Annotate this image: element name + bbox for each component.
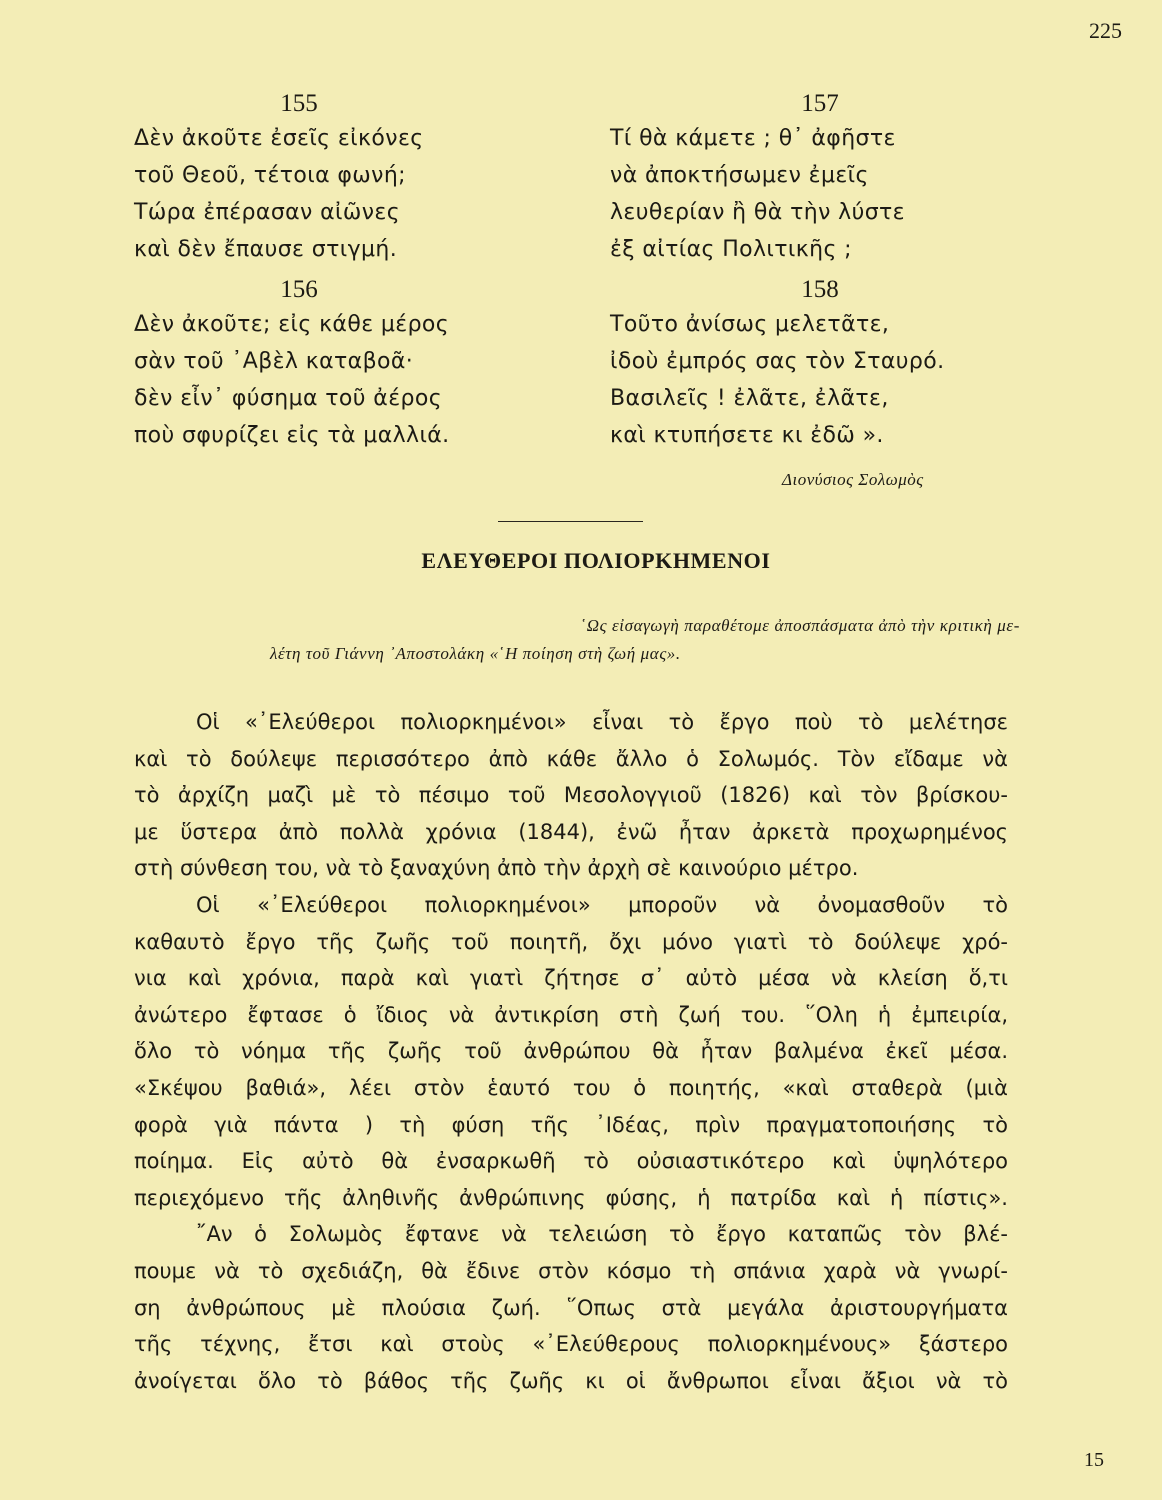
verse-line: λευθερίαν ἢ θὰ τὴν λύστε — [610, 200, 905, 225]
article-title: ΕΛΕΥΘΕΡΟΙ ΠΟΛΙΟΡΚΗΜΕΝΟΙ — [421, 548, 771, 573]
poem-column-left — [134, 88, 574, 454]
body-line: καθαυτὸ ἔργο τῆς ζωῆς τοῦ ποιητῆ, ὄχι μόνο γιατὶ τὸ δούλεψε χρό- — [134, 929, 1008, 954]
verse-line: Βασιλεῖς ! ἐλᾶτε, ἐλᾶτε, — [610, 386, 889, 411]
stanza-number: 157 — [801, 90, 839, 117]
body-line: με ὕστερα ἀπὸ πολλὰ χρόνια (1844), ἐνῶ ἦταν ἀρκετὰ προχωρημένος — [134, 819, 1008, 844]
verse-line: καὶ κτυπήσετε κι ἐδῶ ». — [610, 423, 884, 448]
verse-line: Δὲν ἀκοῦτε ἐσεῖς εἰκόνες — [134, 126, 424, 151]
poem-column-right — [610, 88, 1050, 454]
page-number: 225 — [1089, 18, 1122, 43]
stanza — [134, 274, 574, 454]
stanza — [610, 88, 1050, 268]
body-line: ῎Αν ὁ Σολωμὸς ἔφτανε νὰ τελειώση τὸ ἔργο καταπῶς τὸν βλέ- — [196, 1222, 1008, 1247]
article-intro — [170, 612, 1020, 668]
verse-line: Τοῦτο ἀνίσως μελετᾶτε, — [610, 312, 890, 337]
body-line: περιεχόμενο τῆς ἀληθινῆς ἀνθρώπινης φύσης, ἡ πατρίδα καὶ ἡ πίστις». — [134, 1185, 1008, 1210]
body-line: φορὰ γιὰ πάντα ) τὴ φύση τῆς ᾿Ιδέας, πρὶν πραγματοποιήσης τὸ — [134, 1112, 1008, 1137]
verse-line: ἐξ αἰτίας Πολιτικῆς ; — [610, 237, 852, 262]
article-body — [134, 704, 1008, 1399]
body-line: καὶ τὸ δούλεψε περισσότερο ἀπὸ κάθε ἄλλο ὁ Σολωμός. Τὸν εἴδαμε νὰ — [134, 746, 1008, 771]
verse-line: ἰδοὺ ἐμπρός σας τὸν Σταυρό. — [610, 349, 945, 374]
poem-stanzas — [134, 88, 1034, 498]
verse-line: νὰ ἀποκτήσωμεν ἐμεῖς — [610, 163, 869, 188]
verse-line: καὶ δὲν ἔπαυσε στιγμή. — [134, 237, 398, 262]
body-line: ἀνοίγεται ὅλο τὸ βάθος τῆς ζωῆς κι οἱ ἄνθρωποι εἶναι ἄξιοι νὰ τὸ — [134, 1368, 1008, 1393]
body-line: πουμε νὰ τὸ σχεδιάζη, θὰ ἔδινε στὸν κόσμο τὴ σπάνια χαρὰ νὰ γνωρί- — [134, 1258, 1008, 1283]
stanza-number: 155 — [280, 90, 318, 117]
body-line: τῆς τέχνης, ἔτσι καὶ στοὺς «᾿Ελεύθερους πολιορκημένους» ξάστερο — [134, 1332, 1008, 1357]
body-line: ση ἀνθρώπους μὲ πλούσια ζωή. ῞Οπως στὰ μεγάλα ἀριστουργήματα — [134, 1295, 1008, 1320]
body-line: «Σκέψου βαθιά», λέει στὸν ἑαυτό του ὁ ποιητής, «καὶ σταθερὰ (μιὰ — [134, 1075, 1008, 1100]
signature-mark: 15 — [1084, 1449, 1104, 1471]
stanza — [610, 274, 1050, 454]
verse-line: δὲν εἶν᾿ φύσημα τοῦ ἀέρος — [134, 386, 443, 411]
body-line: Οἱ «᾿Ελεύθεροι πολιορκημένοι» εἶναι τὸ ἔργο ποὺ τὸ μελέτησε — [196, 710, 1008, 734]
stanza-number: 158 — [801, 276, 839, 303]
body-line: τὸ ἀρχίζη μαζὶ μὲ τὸ πέσιμο τοῦ Μεσολογγιοῦ (1826) καὶ τὸν βρίσκου- — [134, 783, 1008, 808]
verse-line: τοῦ Θεοῦ, τέτοια φωνή; — [134, 163, 406, 188]
body-line: νια καὶ χρόνια, παρὰ καὶ γιατὶ ζήτησε σ᾿ αὐτὸ μέσα νὰ κλείση ὅ,τι — [134, 966, 1008, 991]
stanza — [134, 88, 574, 268]
intro-line: ῾Ως εἰσαγωγὴ παραθέτομε ἀποσπάσματα ἀπὸ τὴν κριτικὴ με- — [580, 616, 1020, 635]
body-line: ἀνώτερο ἔφτασε ὁ ἴδιος νὰ ἀντικρίση στὴ ζωή του. ῞Ολη ἡ ἐμπειρία, — [134, 1002, 1008, 1027]
poem-author: Διονύσιος Σολωμὸς — [782, 470, 924, 489]
verse-line: Τί θὰ κάμετε ; θ᾿ ἀφῆστε — [610, 126, 896, 151]
body-line: ποίημα. Εἰς αὐτὸ θὰ ἐνσαρκωθῆ τὸ οὐσιαστικότερο καὶ ὑψηλότερο — [134, 1149, 1008, 1174]
intro-line: λέτη τοῦ Γιάννη ᾿Αποστολάκη «῾Η ποίηση στὴ ζωή μας». — [270, 644, 681, 663]
stanza-number: 156 — [280, 276, 318, 303]
verse-line: Τώρα ἐπέρασαν αἰῶνες — [134, 200, 401, 225]
body-line: ὅλο τὸ νόημα τῆς ζωῆς τοῦ ἀνθρώπου θὰ ἦταν βαλμένα ἐκεῖ μέσα. — [134, 1039, 1008, 1064]
verse-line: ποὺ σφυρίζει εἰς τὰ μαλλιά. — [134, 423, 450, 448]
verse-line: Δὲν ἀκοῦτε; εἰς κάθε μέρος — [134, 312, 450, 337]
section-divider — [498, 521, 643, 522]
verse-line: σὰν τοῦ ᾿Αβὲλ καταβοᾶ· — [134, 349, 414, 374]
body-line: Οἱ «᾿Ελεύθεροι πολιορκημένοι» μποροῦν νὰ ὀνομασθοῦν τὸ — [196, 892, 1008, 917]
body-line: στὴ σύνθεση του, νὰ τὸ ξαναχύνη ἀπὸ τὴν ἀρχὴ σὲ καινούριο μέτρο. — [134, 856, 859, 881]
